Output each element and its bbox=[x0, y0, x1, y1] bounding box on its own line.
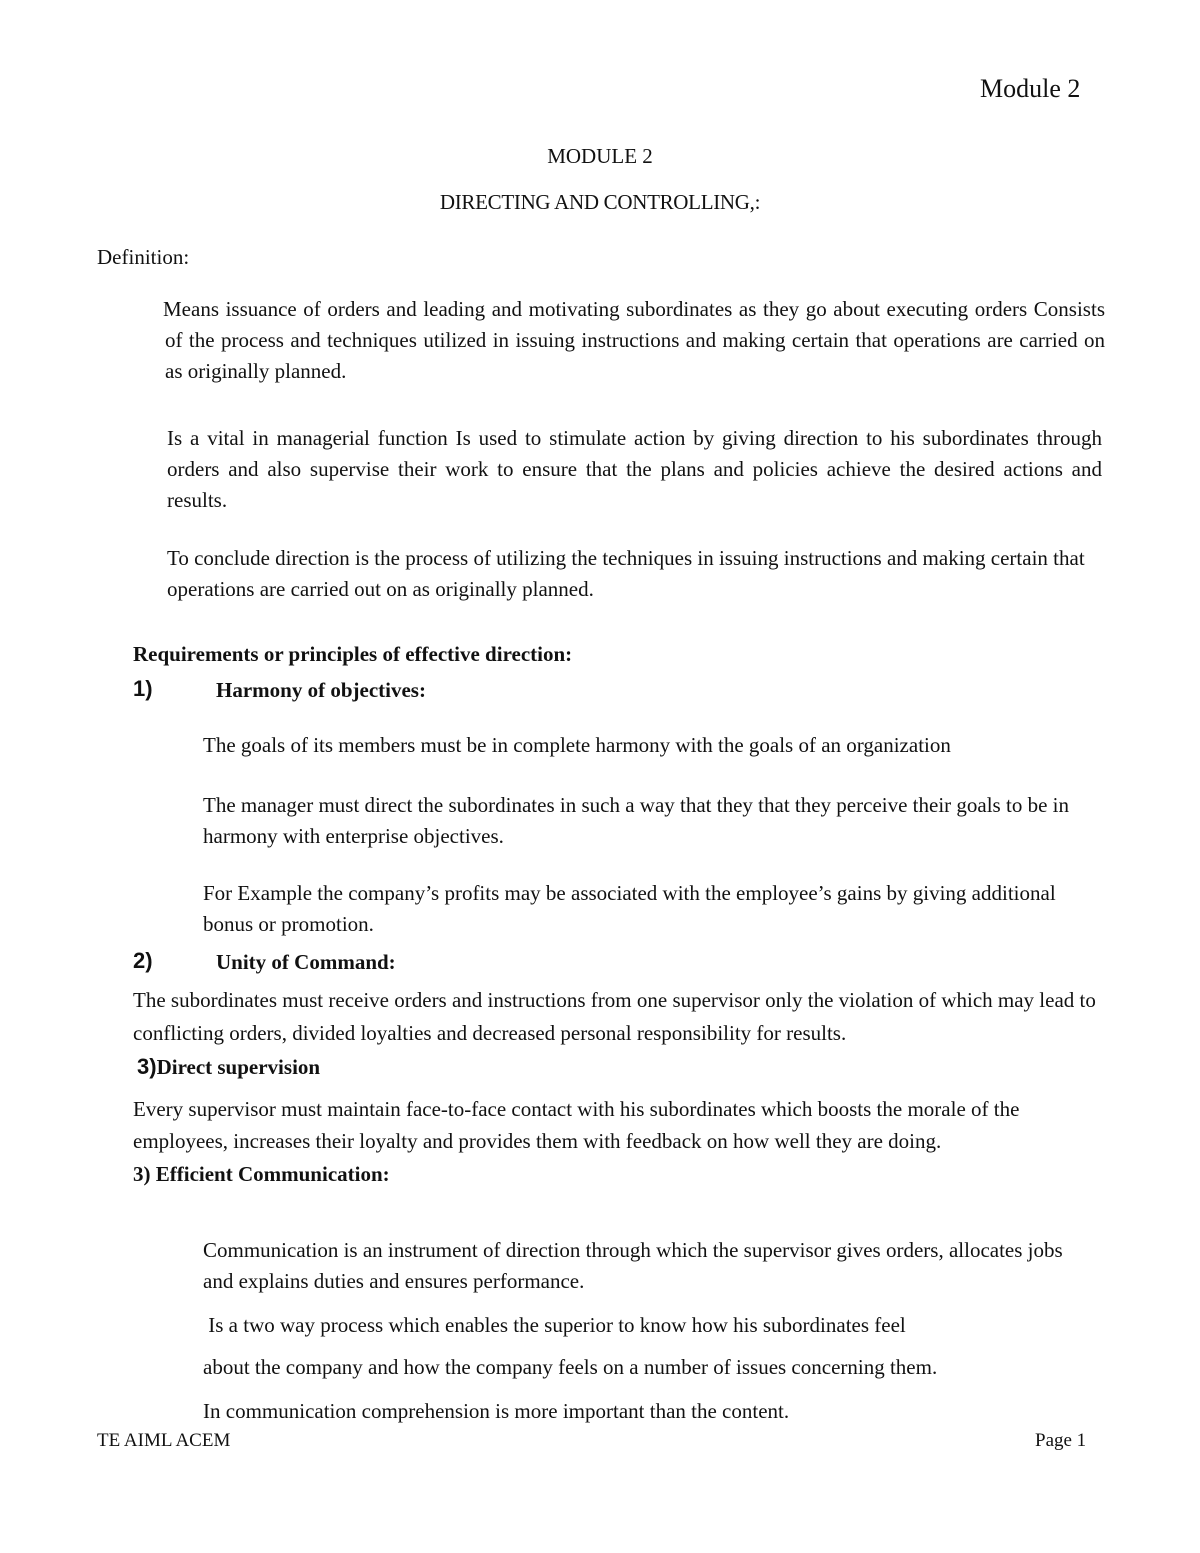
definition-paragraph-1: Means issuance of orders and leading and motivating subordinates as they go about executing orders Consists of the process and techniques utilized in issuing instructions and making certain that operations are carried on as originally planned. bbox=[163, 297, 1105, 383]
unity-number: 2) bbox=[133, 948, 153, 973]
definition-paragraph-3: To conclude direction is the process of utilizing the techniques in issuing instructions and making certain that operations are carried out on as originally planned. bbox=[167, 546, 1085, 601]
supervision-heading-line bbox=[137, 1054, 320, 1080]
communication-heading: 3) Efficient Communication: bbox=[133, 1162, 390, 1186]
communication-paragraph-1: Communication is an instrument of direction through which the supervisor gives orders, allocates jobs and explains duties and ensures performance. bbox=[203, 1238, 1063, 1293]
module-header-label: Module 2 bbox=[980, 74, 1081, 103]
page-title: MODULE 2 bbox=[547, 144, 653, 168]
definition-heading: Definition: bbox=[97, 245, 190, 269]
harmony-paragraph-2: The manager must direct the subordinates in such a way that they that they perceive their goals to be in harmony with enterprise objectives. bbox=[203, 793, 1069, 848]
unity-heading: Unity of Command: bbox=[216, 950, 396, 974]
harmony-paragraph-3: For Example the company’s profits may be associated with the employee’s gains by giving additional bonus or promotion. bbox=[203, 881, 1056, 936]
page-subtitle: DIRECTING AND CONTROLLING,: bbox=[439, 190, 761, 214]
harmony-paragraph-1: The goals of its members must be in complete harmony with the goals of an organization bbox=[203, 733, 951, 757]
communication-paragraph-2: Is a two way process which enables the superior to know how his subordinates feel bbox=[203, 1313, 906, 1337]
unity-paragraph: The subordinates must receive orders and instructions from one supervisor only the violation of which may lead to conflicting orders, divided loyalties and decreased personal responsibility for results. bbox=[133, 988, 1096, 1045]
definition-paragraph-2: Is a vital in managerial function Is used to stimulate action by giving direction to his subordinates through orders and also supervise their work to ensure that the plans and policies achieve the desired actions and results. bbox=[167, 426, 1102, 512]
footer-page-number: Page 1 bbox=[1035, 1430, 1087, 1451]
requirements-heading: Requirements or principles of effective direction: bbox=[133, 642, 573, 666]
communication-paragraph-3: about the company and how the company feels on a number of issues concerning them. bbox=[203, 1355, 938, 1379]
footer-left: TE AIML ACEM bbox=[97, 1430, 231, 1451]
harmony-number: 1) bbox=[133, 676, 153, 701]
supervision-heading: Direct supervision bbox=[156, 1055, 321, 1079]
communication-paragraph-4: In communication comprehension is more important than the content. bbox=[203, 1399, 790, 1423]
harmony-heading: Harmony of objectives: bbox=[216, 678, 426, 702]
supervision-number: 3) bbox=[137, 1054, 157, 1079]
supervision-paragraph: Every supervisor must maintain face-to-face contact with his subordinates which boosts the morale of the employees, increases their loyalty and provides them with feedback on how well they are doing. bbox=[133, 1097, 1020, 1153]
